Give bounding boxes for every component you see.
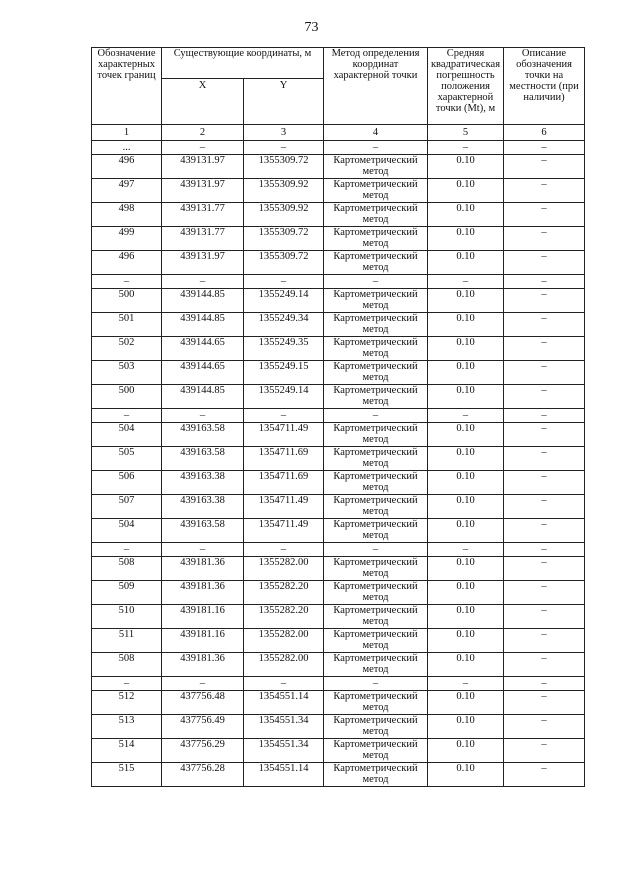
table-row bbox=[92, 763, 585, 787]
description-cell: – bbox=[504, 543, 585, 557]
column-number-row bbox=[92, 125, 585, 141]
method-cell: Картометрический метод bbox=[324, 227, 428, 251]
description-cell: – bbox=[504, 141, 585, 155]
description-cell: – bbox=[504, 289, 585, 313]
description-cell: – bbox=[504, 677, 585, 691]
y-coordinate-cell: 1355309.72 bbox=[244, 227, 324, 251]
accuracy-cell: 0.10 bbox=[428, 313, 504, 337]
x-coordinate-cell: 439163.58 bbox=[162, 423, 244, 447]
y-coordinate-cell: 1355249.35 bbox=[244, 337, 324, 361]
accuracy-cell: – bbox=[428, 543, 504, 557]
method-cell: Картометрический метод bbox=[324, 495, 428, 519]
y-coordinate-cell: 1354711.69 bbox=[244, 471, 324, 495]
point-id-cell: 504 bbox=[92, 423, 162, 447]
point-id-cell: 509 bbox=[92, 581, 162, 605]
header-description: Описание обозначения точки на местности (при наличии) bbox=[504, 48, 585, 125]
x-coordinate-cell: 439144.85 bbox=[162, 385, 244, 409]
point-id-cell: 514 bbox=[92, 739, 162, 763]
x-coordinate-cell: 439163.58 bbox=[162, 447, 244, 471]
description-cell: – bbox=[504, 605, 585, 629]
y-coordinate-cell: 1354711.49 bbox=[244, 519, 324, 543]
y-coordinate-cell: 1355249.14 bbox=[244, 385, 324, 409]
x-coordinate-cell: 439144.65 bbox=[162, 361, 244, 385]
point-id-cell: – bbox=[92, 677, 162, 691]
point-id-cell: ... bbox=[92, 141, 162, 155]
description-cell: – bbox=[504, 691, 585, 715]
y-coordinate-cell: 1355309.92 bbox=[244, 179, 324, 203]
point-id-cell: 501 bbox=[92, 313, 162, 337]
description-cell: – bbox=[504, 557, 585, 581]
x-coordinate-cell: 439163.38 bbox=[162, 495, 244, 519]
description-cell: – bbox=[504, 763, 585, 787]
description-cell: – bbox=[504, 653, 585, 677]
header-y: Y bbox=[244, 79, 324, 125]
column-number: 1 bbox=[92, 125, 162, 141]
point-id-cell: 503 bbox=[92, 361, 162, 385]
y-coordinate-cell: – bbox=[244, 409, 324, 423]
y-coordinate-cell: 1355309.72 bbox=[244, 155, 324, 179]
column-number: 3 bbox=[244, 125, 324, 141]
accuracy-cell: 0.10 bbox=[428, 605, 504, 629]
x-coordinate-cell: 439131.97 bbox=[162, 179, 244, 203]
y-coordinate-cell: 1354551.34 bbox=[244, 715, 324, 739]
accuracy-cell: 0.10 bbox=[428, 361, 504, 385]
x-coordinate-cell: – bbox=[162, 543, 244, 557]
method-cell: – bbox=[324, 543, 428, 557]
accuracy-cell: 0.10 bbox=[428, 495, 504, 519]
description-cell: – bbox=[504, 629, 585, 653]
table-row bbox=[92, 629, 585, 653]
y-coordinate-cell: – bbox=[244, 677, 324, 691]
table-row bbox=[92, 313, 585, 337]
description-cell: – bbox=[504, 519, 585, 543]
header-coordinates-group: Существующие координаты, м bbox=[162, 48, 324, 79]
method-cell: Картометрический метод bbox=[324, 629, 428, 653]
point-id-cell: 500 bbox=[92, 385, 162, 409]
description-cell: – bbox=[504, 337, 585, 361]
description-cell: – bbox=[504, 409, 585, 423]
y-coordinate-cell: 1355282.00 bbox=[244, 629, 324, 653]
x-coordinate-cell: 437756.28 bbox=[162, 763, 244, 787]
x-coordinate-cell: 439181.16 bbox=[162, 605, 244, 629]
x-coordinate-cell: – bbox=[162, 409, 244, 423]
description-cell: – bbox=[504, 447, 585, 471]
y-coordinate-cell: 1355309.92 bbox=[244, 203, 324, 227]
point-id-cell: 500 bbox=[92, 289, 162, 313]
x-coordinate-cell: 439131.97 bbox=[162, 251, 244, 275]
description-cell: – bbox=[504, 179, 585, 203]
table-row bbox=[92, 337, 585, 361]
x-coordinate-cell: 439144.85 bbox=[162, 313, 244, 337]
method-cell: – bbox=[324, 275, 428, 289]
point-id-cell: 499 bbox=[92, 227, 162, 251]
point-id-cell: 505 bbox=[92, 447, 162, 471]
method-cell: Картометрический метод bbox=[324, 361, 428, 385]
description-cell: – bbox=[504, 155, 585, 179]
description-cell: – bbox=[504, 251, 585, 275]
method-cell: Картометрический метод bbox=[324, 519, 428, 543]
description-cell: – bbox=[504, 275, 585, 289]
point-id-cell: – bbox=[92, 543, 162, 557]
point-id-cell: 510 bbox=[92, 605, 162, 629]
point-id-cell: 508 bbox=[92, 557, 162, 581]
column-number: 2 bbox=[162, 125, 244, 141]
separator-row bbox=[92, 275, 585, 289]
column-number: 4 bbox=[324, 125, 428, 141]
point-id-cell: 512 bbox=[92, 691, 162, 715]
method-cell: Картометрический метод bbox=[324, 691, 428, 715]
accuracy-cell: 0.10 bbox=[428, 653, 504, 677]
table-row bbox=[92, 385, 585, 409]
point-id-cell: 508 bbox=[92, 653, 162, 677]
x-coordinate-cell: 439163.58 bbox=[162, 519, 244, 543]
page-number: 73 bbox=[304, 20, 319, 35]
description-cell: – bbox=[504, 471, 585, 495]
accuracy-cell: 0.10 bbox=[428, 447, 504, 471]
y-coordinate-cell: 1355282.20 bbox=[244, 605, 324, 629]
header-point-designation: Обозначение характерных точек границ bbox=[92, 48, 162, 125]
method-cell: Картометрический метод bbox=[324, 251, 428, 275]
x-coordinate-cell: 439181.16 bbox=[162, 629, 244, 653]
method-cell: Картометрический метод bbox=[324, 715, 428, 739]
header-x: X bbox=[162, 79, 244, 125]
point-id-cell: 496 bbox=[92, 251, 162, 275]
method-cell: Картометрический метод bbox=[324, 763, 428, 787]
accuracy-cell: 0.10 bbox=[428, 203, 504, 227]
method-cell: Картометрический метод bbox=[324, 471, 428, 495]
y-coordinate-cell: 1355309.72 bbox=[244, 251, 324, 275]
x-coordinate-cell: 437756.29 bbox=[162, 739, 244, 763]
description-cell: – bbox=[504, 361, 585, 385]
method-cell: – bbox=[324, 409, 428, 423]
x-coordinate-cell: 439131.97 bbox=[162, 155, 244, 179]
column-number: 6 bbox=[504, 125, 585, 141]
y-coordinate-cell: 1355282.00 bbox=[244, 653, 324, 677]
accuracy-cell: 0.10 bbox=[428, 251, 504, 275]
table-row bbox=[92, 581, 585, 605]
accuracy-cell: 0.10 bbox=[428, 385, 504, 409]
description-cell: – bbox=[504, 385, 585, 409]
accuracy-cell: 0.10 bbox=[428, 423, 504, 447]
x-coordinate-cell: – bbox=[162, 141, 244, 155]
y-coordinate-cell: 1354551.14 bbox=[244, 763, 324, 787]
x-coordinate-cell: 439181.36 bbox=[162, 581, 244, 605]
separator-row bbox=[92, 141, 585, 155]
x-coordinate-cell: – bbox=[162, 677, 244, 691]
point-id-cell: 502 bbox=[92, 337, 162, 361]
separator-row bbox=[92, 409, 585, 423]
method-cell: – bbox=[324, 677, 428, 691]
accuracy-cell: 0.10 bbox=[428, 471, 504, 495]
y-coordinate-cell: – bbox=[244, 275, 324, 289]
description-cell: – bbox=[504, 715, 585, 739]
y-coordinate-cell: 1355282.00 bbox=[244, 557, 324, 581]
description-cell: – bbox=[504, 203, 585, 227]
x-coordinate-cell: 439144.85 bbox=[162, 289, 244, 313]
description-cell: – bbox=[504, 423, 585, 447]
accuracy-cell: 0.10 bbox=[428, 739, 504, 763]
y-coordinate-cell: 1354711.69 bbox=[244, 447, 324, 471]
method-cell: Картометрический метод bbox=[324, 557, 428, 581]
point-id-cell: 496 bbox=[92, 155, 162, 179]
accuracy-cell: 0.10 bbox=[428, 691, 504, 715]
accuracy-cell: 0.10 bbox=[428, 519, 504, 543]
point-id-cell: 498 bbox=[92, 203, 162, 227]
point-id-cell: 513 bbox=[92, 715, 162, 739]
y-coordinate-cell: 1354711.49 bbox=[244, 495, 324, 519]
table-row bbox=[92, 557, 585, 581]
method-cell: – bbox=[324, 141, 428, 155]
accuracy-cell: 0.10 bbox=[428, 179, 504, 203]
x-coordinate-cell: 437756.48 bbox=[162, 691, 244, 715]
table-row bbox=[92, 739, 585, 763]
column-number: 5 bbox=[428, 125, 504, 141]
x-coordinate-cell: 439163.38 bbox=[162, 471, 244, 495]
accuracy-cell: – bbox=[428, 677, 504, 691]
table-row bbox=[92, 495, 585, 519]
method-cell: Картометрический метод bbox=[324, 289, 428, 313]
table-row bbox=[92, 251, 585, 275]
accuracy-cell: 0.10 bbox=[428, 715, 504, 739]
accuracy-cell: 0.10 bbox=[428, 289, 504, 313]
description-cell: – bbox=[504, 581, 585, 605]
method-cell: Картометрический метод bbox=[324, 739, 428, 763]
accuracy-cell: 0.10 bbox=[428, 763, 504, 787]
point-id-cell: 515 bbox=[92, 763, 162, 787]
y-coordinate-cell: – bbox=[244, 141, 324, 155]
table-row bbox=[92, 179, 585, 203]
method-cell: Картометрический метод bbox=[324, 423, 428, 447]
table-row bbox=[92, 519, 585, 543]
table-row bbox=[92, 691, 585, 715]
accuracy-cell: 0.10 bbox=[428, 227, 504, 251]
description-cell: – bbox=[504, 495, 585, 519]
method-cell: Картометрический метод bbox=[324, 581, 428, 605]
x-coordinate-cell: 439144.65 bbox=[162, 337, 244, 361]
x-coordinate-cell: 437756.49 bbox=[162, 715, 244, 739]
method-cell: Картометрический метод bbox=[324, 203, 428, 227]
table-row bbox=[92, 471, 585, 495]
method-cell: Картометрический метод bbox=[324, 385, 428, 409]
x-coordinate-cell: 439181.36 bbox=[162, 557, 244, 581]
table-body bbox=[92, 141, 585, 787]
description-cell: – bbox=[504, 313, 585, 337]
x-coordinate-cell: 439181.36 bbox=[162, 653, 244, 677]
accuracy-cell: 0.10 bbox=[428, 337, 504, 361]
y-coordinate-cell: 1354551.34 bbox=[244, 739, 324, 763]
separator-row bbox=[92, 543, 585, 557]
method-cell: Картометрический метод bbox=[324, 337, 428, 361]
accuracy-cell: 0.10 bbox=[428, 581, 504, 605]
method-cell: Картометрический метод bbox=[324, 605, 428, 629]
point-id-cell: 507 bbox=[92, 495, 162, 519]
table-row bbox=[92, 155, 585, 179]
y-coordinate-cell: 1355249.15 bbox=[244, 361, 324, 385]
x-coordinate-cell: 439131.77 bbox=[162, 203, 244, 227]
table-row bbox=[92, 653, 585, 677]
description-cell: – bbox=[504, 739, 585, 763]
point-id-cell: – bbox=[92, 409, 162, 423]
point-id-cell: – bbox=[92, 275, 162, 289]
table-row bbox=[92, 203, 585, 227]
separator-row bbox=[92, 677, 585, 691]
y-coordinate-cell: 1355249.34 bbox=[244, 313, 324, 337]
table-row bbox=[92, 605, 585, 629]
y-coordinate-cell: – bbox=[244, 543, 324, 557]
method-cell: Картометрический метод bbox=[324, 653, 428, 677]
table-row bbox=[92, 715, 585, 739]
x-coordinate-cell: 439131.77 bbox=[162, 227, 244, 251]
table-row bbox=[92, 227, 585, 251]
coordinates-table bbox=[91, 47, 585, 787]
accuracy-cell: 0.10 bbox=[428, 155, 504, 179]
method-cell: Картометрический метод bbox=[324, 179, 428, 203]
point-id-cell: 497 bbox=[92, 179, 162, 203]
accuracy-cell: 0.10 bbox=[428, 557, 504, 581]
point-id-cell: 506 bbox=[92, 471, 162, 495]
y-coordinate-cell: 1354551.14 bbox=[244, 691, 324, 715]
header-accuracy: Средняя квадратическая погрешность положения характерной точки (Mt), м bbox=[428, 48, 504, 125]
accuracy-cell: – bbox=[428, 409, 504, 423]
y-coordinate-cell: 1354711.49 bbox=[244, 423, 324, 447]
method-cell: Картометрический метод bbox=[324, 155, 428, 179]
method-cell: Картометрический метод bbox=[324, 313, 428, 337]
accuracy-cell: – bbox=[428, 275, 504, 289]
accuracy-cell: – bbox=[428, 141, 504, 155]
y-coordinate-cell: 1355282.20 bbox=[244, 581, 324, 605]
header-method: Метод определения координат характерной точки bbox=[324, 48, 428, 125]
table-row bbox=[92, 423, 585, 447]
description-cell: – bbox=[504, 227, 585, 251]
method-cell: Картометрический метод bbox=[324, 447, 428, 471]
table-row bbox=[92, 447, 585, 471]
table-row bbox=[92, 289, 585, 313]
table-row bbox=[92, 361, 585, 385]
point-id-cell: 511 bbox=[92, 629, 162, 653]
x-coordinate-cell: – bbox=[162, 275, 244, 289]
accuracy-cell: 0.10 bbox=[428, 629, 504, 653]
y-coordinate-cell: 1355249.14 bbox=[244, 289, 324, 313]
point-id-cell: 504 bbox=[92, 519, 162, 543]
